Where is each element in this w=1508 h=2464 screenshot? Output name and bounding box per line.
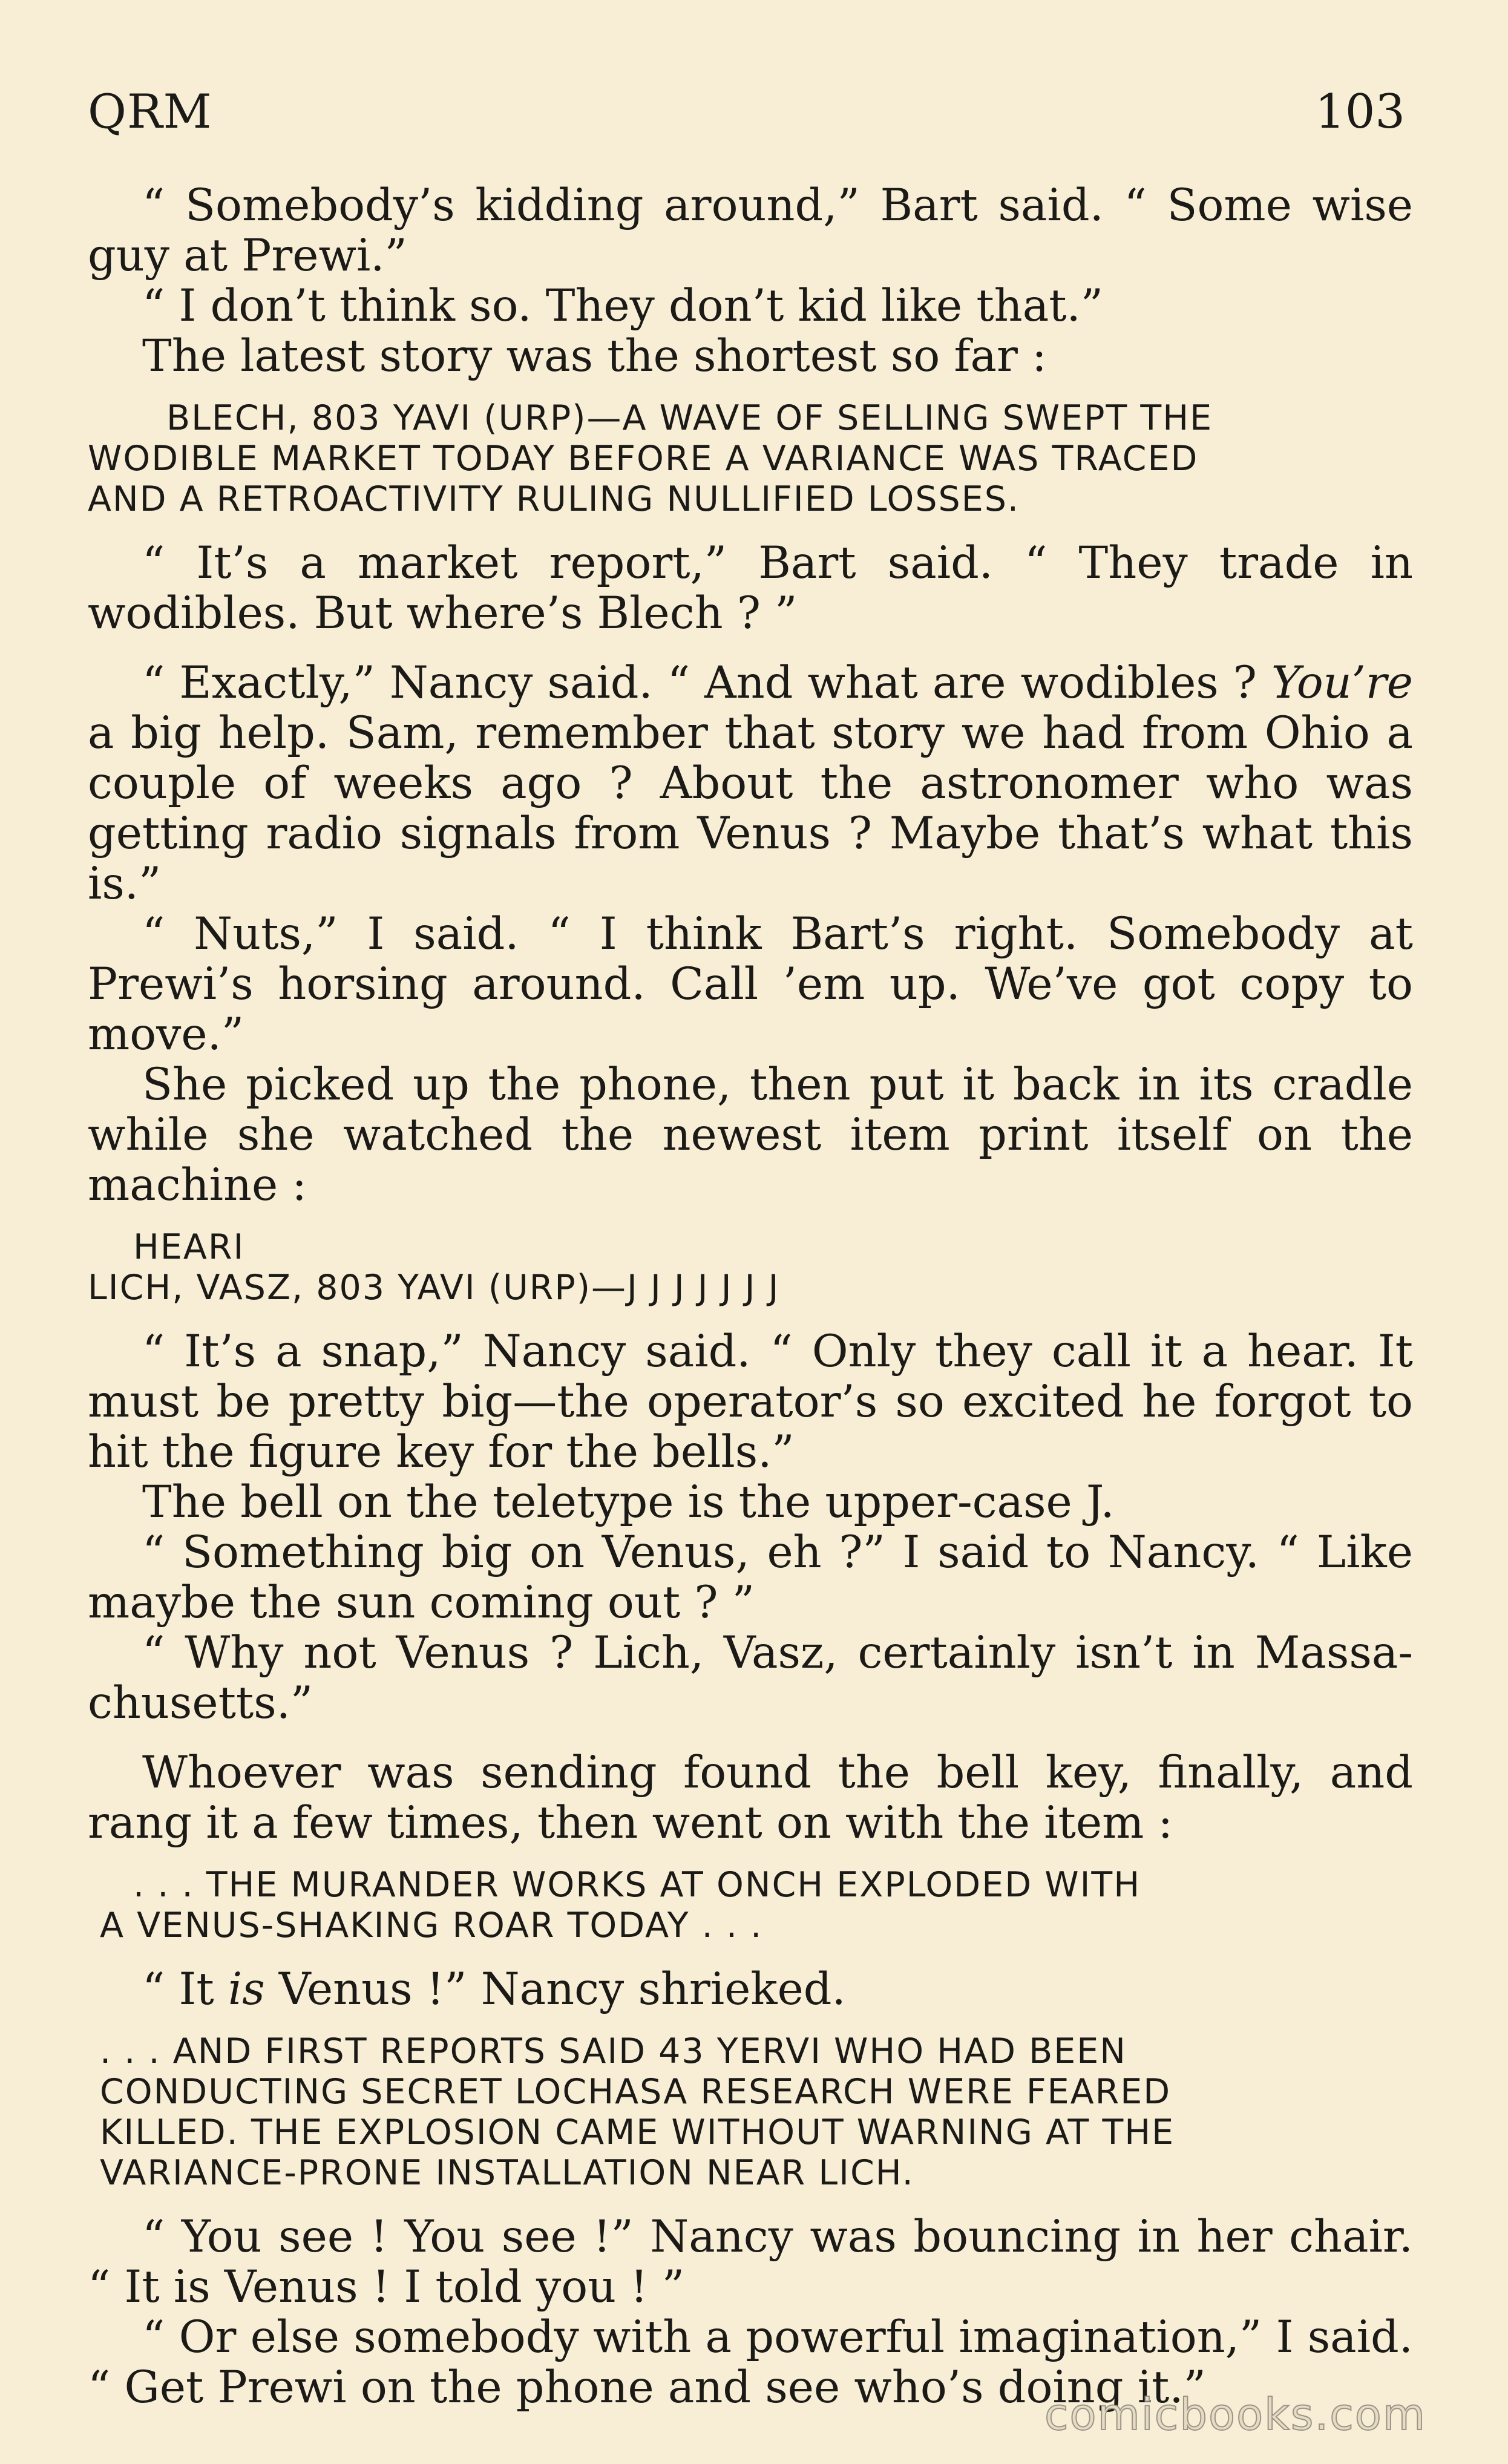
paragraph: “ Somebody’s kidding around,” Bart said. “ Some wise guy at Prewi.” (88, 180, 1413, 281)
teletype-line: A VENUS-SHAKING ROAR TODAY . . . (100, 1905, 763, 1945)
paragraph: “ It’s a snap,” Nancy said. “ Only they call it a hear. It must be pretty big—the operator’s so excited he forgot to hit the figure key for the bells.” (88, 1326, 1413, 1478)
teletype-item (100, 2031, 1413, 2194)
teletype-line: . . . AND FIRST REPORTS SAID 43 YERVI WHO HAD BEEN (100, 2031, 1127, 2071)
paragraph-text: “ Exactly,” Nancy said. “ And what are wodibles ? (142, 657, 1271, 709)
paragraph: “ Something big on Venus, eh ?” I said to Nancy. “ Like maybe the sun coming out ? ” (88, 1527, 1413, 1628)
paragraph: “ I don’t think so. They don’t kid like that.” (142, 280, 1104, 332)
running-header (88, 79, 1405, 145)
teletype-line: KILLED. THE EXPLOSION CAME WITHOUT WARNING AT THE (100, 2112, 1175, 2152)
paragraph: “ Why not Venus ? Lich, Vasz, certainly isn’t in Massa-chusetts.” (88, 1627, 1413, 1729)
paragraph: “ It’s a market report,” Bart said. “ They trade in wodibles. But where’s Blech ? ” (88, 537, 1413, 639)
teletype-line: HEARI (133, 1227, 245, 1267)
running-title: QRM (88, 85, 212, 139)
page-number: 103 (1315, 85, 1405, 139)
emphasis: is (228, 1964, 265, 2015)
paragraph: The bell on the teletype is the upper-case J. (142, 1476, 1115, 1528)
teletype-item (88, 398, 1413, 520)
page-body (88, 180, 1413, 2413)
paragraph: The latest story was the shortest so far : (142, 330, 1047, 382)
watermark: comicbooks.com (1044, 2389, 1426, 2440)
teletype-item (88, 1865, 1413, 1946)
paragraph: Whoever was sending found the bell key, finally, and rang it a few times, then went on with the item : (88, 1747, 1413, 1849)
paragraph: She picked up the phone, then put it back in its cradle while she watched the newest item print itself on the machine : (88, 1059, 1413, 1211)
emphasis: You’re (1271, 657, 1413, 709)
paragraph-text: Venus !” Nancy shrieked. (264, 1964, 846, 2015)
paragraph-text: a big help. Sam, remember that story we had from Ohio a couple of weeks ago ? About the astronomer who was getting radio signals from Venus ? Maybe that’s what this is.” (88, 707, 1413, 909)
teletype-line: VARIANCE-PRONE INSTALLATION NEAR LICH. (100, 2153, 914, 2193)
teletype-line: . . . THE MURANDER WORKS AT ONCH EXPLODED WITH (133, 1865, 1141, 1905)
teletype-line: WODIBLE MARKET TODAY BEFORE A VARIANCE WAS TRACED (88, 439, 1199, 479)
paragraph (88, 1964, 1413, 2014)
paragraph: “ Nuts,” I said. “ I think Bart’s right. Somebody at Prewi’s horsing around. Call ’em up. We’ve got copy to move.” (88, 908, 1413, 1060)
teletype-line: AND A RETROACTIVITY RULING NULLIFIED LOSSES. (88, 479, 1020, 519)
teletype-line: LICH, VASZ, 803 YAVI (URP)—J J J J J J J (88, 1268, 780, 1308)
teletype-line: CONDUCTING SECRET LOCHASA RESEARCH WERE FEARED (100, 2072, 1172, 2112)
paragraph: “ You see ! You see !” Nancy was bouncing in her chair. “ It is Venus ! I told you ! ” (88, 2211, 1413, 2313)
paragraph: “ Or else somebody with a powerful imagination,” I said. “ Get Prewi on the phone and see who’s doing it.” (88, 2312, 1413, 2413)
paragraph (88, 658, 1413, 909)
paragraph-text: “ It (142, 1964, 228, 2015)
teletype-item (88, 1227, 1413, 1308)
teletype-line: BLECH, 803 YAVI (URP)—A WAVE OF SELLING SWEPT THE (166, 398, 1213, 438)
